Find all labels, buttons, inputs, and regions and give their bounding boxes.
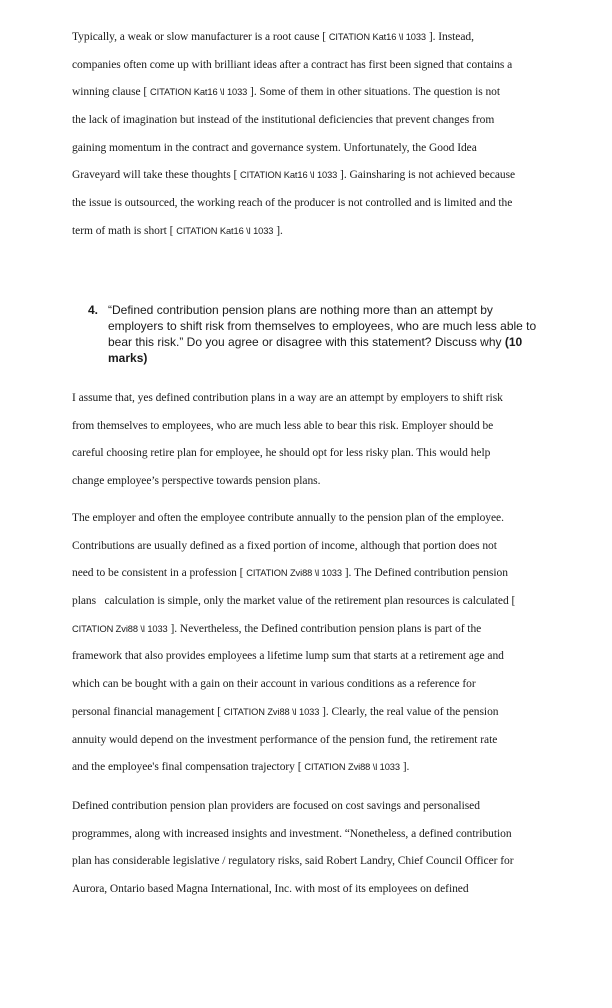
paragraph-line: the lack of imagination but instead of the institutional deficiencies that prevent changes from [72,114,495,127]
citation-field: CITATION Zvi88 \l 1033 [72,623,168,634]
citation-field: CITATION Zvi88 \l 1033 [304,762,400,773]
paragraph-line: Typically, a weak or slow manufacturer is a root cause [ CITATION Kat16 \l 1033 ]. Instead, [72,31,474,43]
paragraph-providers [72,793,544,904]
paragraph-line: framework that also provides employees a lifetime lump sum that starts at a retirement age and [72,650,504,663]
question-marks-continued: marks) [108,351,148,365]
citation-field: CITATION Zvi88 \l 1033 [246,568,342,579]
citation-field: CITATION Zvi88 \l 1033 [223,706,320,717]
citation-field: CITATION Kat16 \l 1033 [150,87,248,98]
paragraph-line: Graveyard will take these thoughts [ CITATION Kat16 \l 1033 ]. Gainsharing is not achieved because [72,169,516,182]
paragraph-line: winning clause [ CITATION Kat16 \l 1033 ]. Some of them in other situations. The question is not [72,86,501,99]
paragraph-line: careful choosing retire plan for employee, he should opt for less risky plan. This would help [72,447,491,460]
paragraph-line: companies often come up with brilliant ideas after a contract has first been signed that contains a [72,58,513,71]
paragraph-line: and the employee's final compensation trajectory [ CITATION Zvi88 \l 1033 ]. [72,761,410,774]
paragraph-contributions [72,505,544,782]
paragraph-answer-intro [72,385,544,496]
paragraph-line: term of math is short [ CITATION Kat16 \l 1033 ]. [72,224,283,237]
paragraph-line: which can be bought with a gain on their account in various conditions as a reference for [72,678,476,691]
paragraph-line: CITATION Zvi88 \l 1033 ]. Nevertheless, the Defined contribution pension plans is part of the [72,622,482,635]
paragraph-line: need to be consistent in a profession [ CITATION Zvi88 \l 1033 ]. The Defined contribution pension [72,567,508,580]
paragraph-line: personal financial management [ CITATION Zvi88 \l 1033 ]. Clearly, the real value of the pension [72,705,499,718]
citation-field: CITATION Kat16 \l 1033 [240,170,338,181]
question-line: employers to shift risk from themselves to employees, who are much less able to [108,319,537,333]
question-line: bear this risk.” Do you agree or disagree with this statement? Discuss why (10 [108,335,523,349]
paragraph-line: Contributions are usually defined as a fixed portion of income, although that portion does not [72,539,497,552]
paragraph-line: gaining momentum in the contract and governance system. Unfortunately, the Good Idea [72,141,477,154]
paragraph-line: change employee’s perspective towards pension plans. [72,475,321,488]
paragraph-line: I assume that, yes defined contribution plans in a way are an attempt by employers to shift risk [72,392,503,404]
paragraph-line: plans calculation is simple, only the market value of the retirement plan resources is calculated [ [72,595,516,608]
paragraph-line: Aurora, Ontario based Magna International, Inc. with most of its employees on defined [72,883,469,896]
paragraph-line: plan has considerable legislative / regulatory risks, said Robert Landry, Chief Council Officer for [72,855,514,868]
question-number: 4. [88,303,99,317]
paragraph-line: the issue is outsourced, the working reach of the producer is not controlled and is limited and the [72,197,513,210]
question-line: “Defined contribution pension plans are nothing more than an attempt by [108,303,493,317]
paragraph-outsourcing [72,24,544,246]
citation-field: CITATION Kat16 \l 1033 [328,32,426,42]
paragraph-line: from themselves to employees, who are much less able to bear this risk. Employer should be [72,419,494,432]
paragraph-line: The employer and often the employee contribute annually to the pension plan of the employee. [72,512,504,524]
paragraph-line: programmes, along with increased insights and investment. “Nonetheless, a defined contribution [72,827,512,840]
citation-field: CITATION Kat16 \l 1033 [176,225,274,236]
question-text [108,302,548,366]
paragraph-line: annuity would depend on the investment performance of the pension fund, the retirement rate [72,733,498,746]
question-marks: (10 [504,335,523,349]
paragraph-line: Defined contribution pension plan providers are focused on cost savings and personalised [72,800,480,812]
